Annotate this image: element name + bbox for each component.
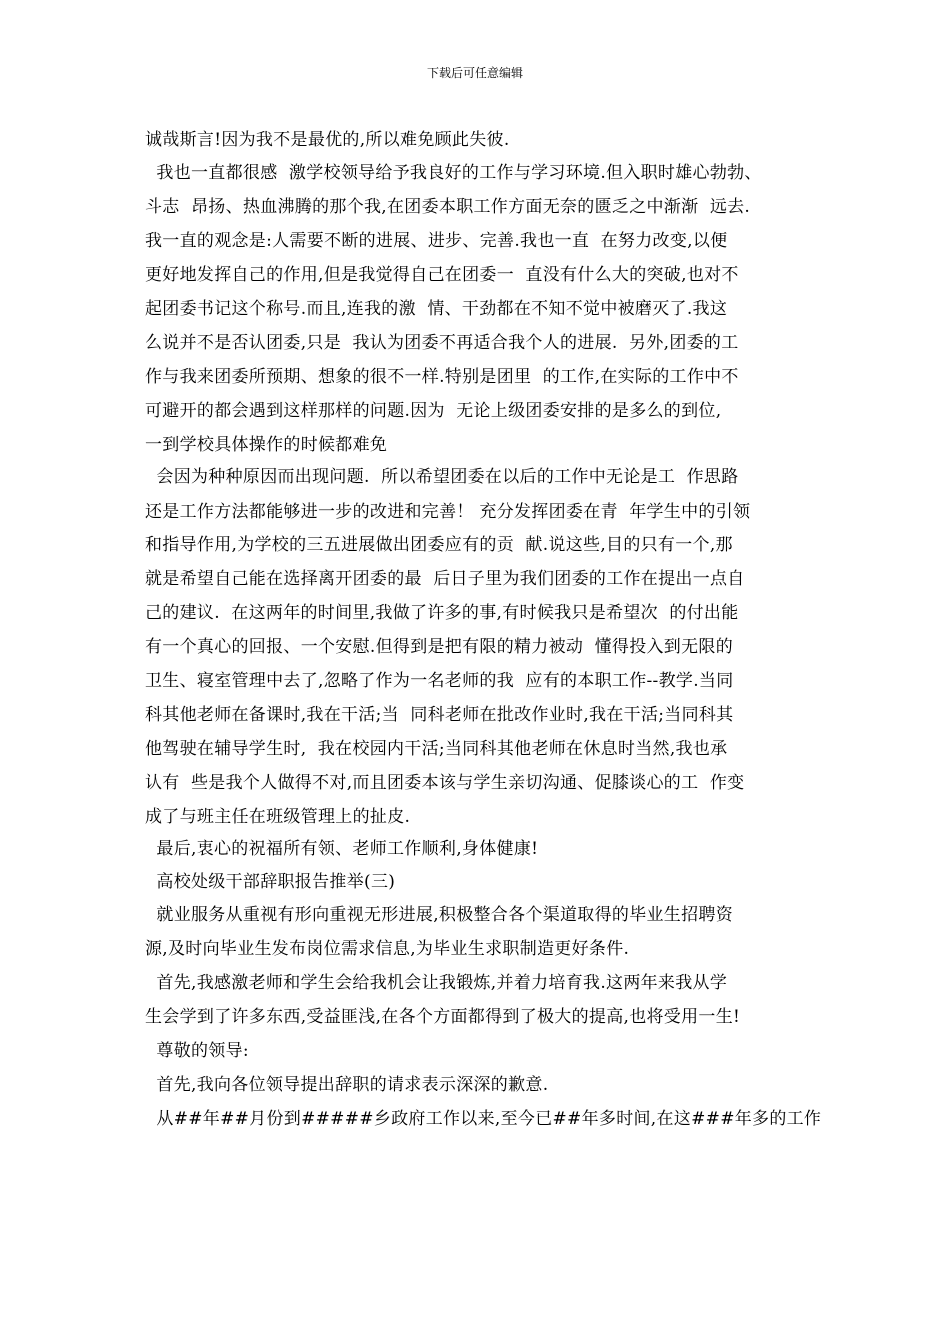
text-line: 有一个真心的回报、一个安慰.但得到是把有限的精力被动 懂得投入到无限的 xyxy=(145,637,734,657)
page-header: 下载后可任意编辑 xyxy=(426,66,523,80)
text-line: 作与我来团委所预期、想象的很不一样.特别是团里 的工作,在实际的工作中不 xyxy=(145,367,739,387)
text-line: 生会学到了许多东西,受益匪浅,在各个方面都得到了极大的提高,也将受用一生! xyxy=(145,1007,741,1027)
text-line: 一到学校具体操作的时候都难免 xyxy=(145,435,388,455)
text-line: 从##年##月份到#####乡政府工作以来,至今已##年多时间,在这###年多的工作 xyxy=(145,1109,822,1129)
text-line: 科其他老师在备课时,我在干活;当 同科老师在批改作业时,我在干活;当同科其 xyxy=(145,705,734,725)
text-line: 我一直的观念是:人需要不断的进展、进步、完善.我也一直 在努力改变,以便 xyxy=(145,231,728,251)
text-line: 可避开的都会遇到这样那样的问题.因为 无论上级团委安排的是多么的到位, xyxy=(145,401,722,421)
text-line: 更好地发挥自己的作用,但是我觉得自己在团委一 直没有什么大的突破,也对不 xyxy=(145,265,739,285)
text-line: 就是希望自己能在选择离开团委的最 后日子里为我们团委的工作在提出一点自 xyxy=(145,569,745,589)
text-line: 己的建议. 在这两年的时间里,我做了许多的事,有时候我只是希望次 的付出能 xyxy=(145,603,739,623)
salutation: 尊敬的领导: xyxy=(145,1041,249,1061)
text-line: 斗志 昂扬、热血沸腾的那个我,在团委本职工作方面无奈的匮乏之中渐渐 远去. xyxy=(145,197,751,217)
text-line: 我也一直都很感 激学校领导给予我良好的工作与学习环境.但入职时雄心勃勃、 xyxy=(145,163,762,183)
text-line: 他驾驶在辅导学生时, 我在校园内干活;当同科其他老师在休息时当然,我也承 xyxy=(145,739,728,759)
text-line: 就业服务从重视有形向重视无形进展,积极整合各个渠道取得的毕业生招聘资 xyxy=(145,905,734,925)
text-line: 会因为种种原因而出现问题. 所以希望团委在以后的工作中无论是工 作思路 xyxy=(145,467,739,487)
text-line: 首先,我感激老师和学生会给我机会让我锻炼,并着力培育我.这两年来我从学 xyxy=(145,973,728,993)
text-line: 源,及时向毕业生发布岗位需求信息,为毕业生求职制造更好条件. xyxy=(145,939,630,959)
text-line: 诚哉斯言!因为我不是最优的,所以难免顾此失彼. xyxy=(145,130,510,150)
text-line: 首先,我向各位领导提出辞职的请求表示深深的歉意. xyxy=(145,1075,549,1095)
text-line: 认有 些是我个人做得不对,而且团委本该与学生亲切沟通、促膝谈心的工 作变 xyxy=(145,773,745,793)
text-line: 最后,衷心的祝福所有领、老师工作顺利,身体健康! xyxy=(145,839,539,859)
text-line: 卫生、寝室管理中去了,忽略了作为一名老师的我 应有的本职工作--教学.当同 xyxy=(145,671,734,691)
section-heading: 高校处级干部辞职报告推举(三) xyxy=(145,872,396,892)
text-line: 成了与班主任在班级管理上的扯皮. xyxy=(145,807,411,827)
text-line: 还是工作方法都能够进一步的改进和完善！ 充分发挥团委在青 年学生中的引领 xyxy=(145,502,751,522)
text-line: 和指导作用,为学校的三五进展做出团委应有的贡 献.说这些,目的只有一个,那 xyxy=(145,535,733,555)
text-line: 么说并不是否认团委,只是 我认为团委不再适合我个人的进展. 另外,团委的工 xyxy=(145,333,739,353)
text-line: 起团委书记这个称号.而且,连我的激 情、干劲都在不知不觉中被磨灭了.我这 xyxy=(145,299,728,319)
